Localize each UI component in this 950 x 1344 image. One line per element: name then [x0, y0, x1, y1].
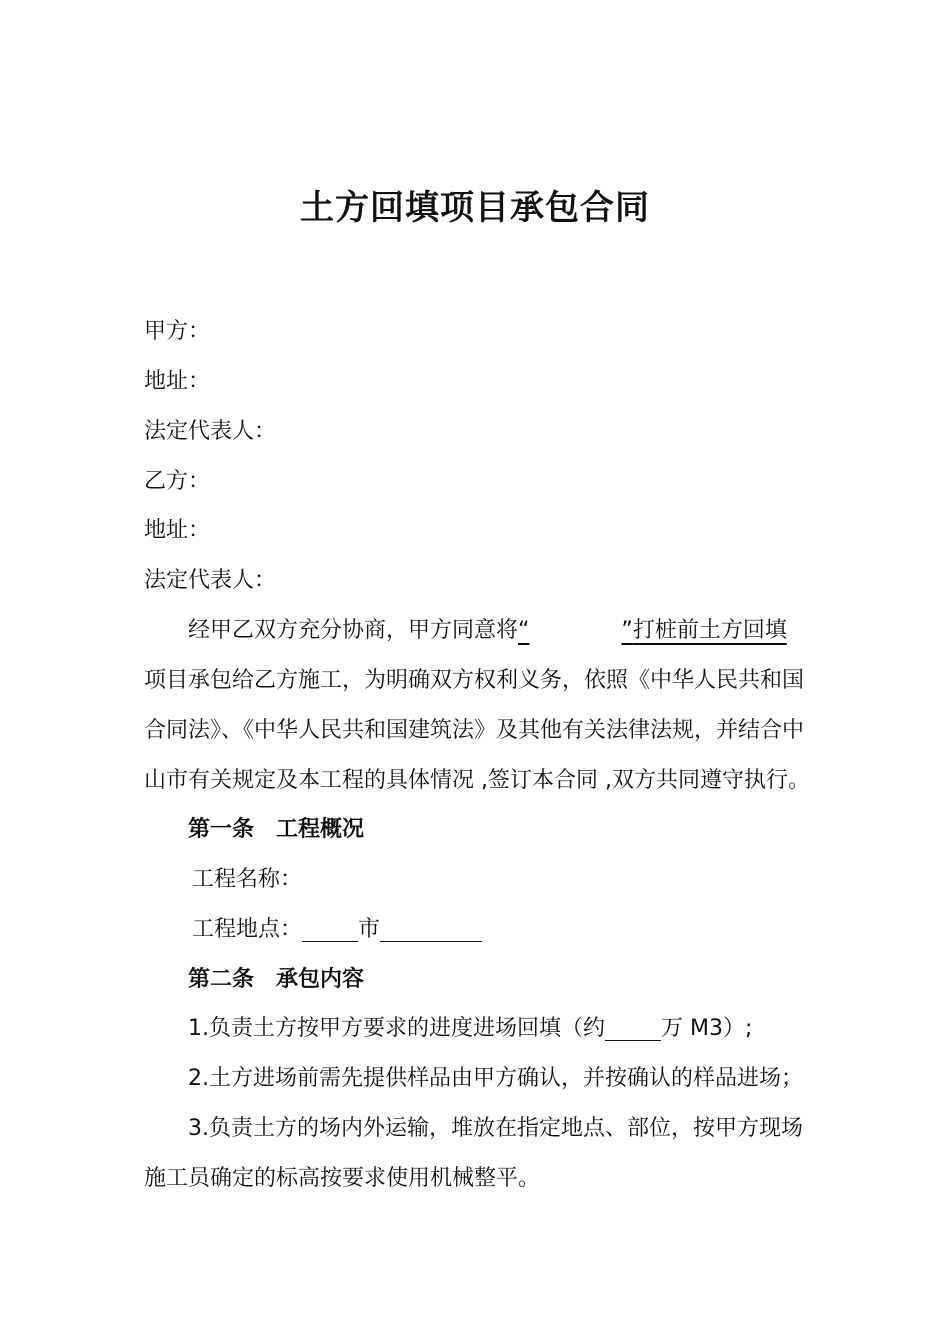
party-a-representative-label: 法定代表人： [144, 419, 277, 444]
city-label: 市 [358, 917, 381, 942]
contract-item-1-text: 1.负责土方按甲方要求的进度进场回填（约 [188, 1016, 605, 1041]
article-1-heading: 第一条 工程概况 [188, 817, 365, 842]
project-name-label: 工程名称： [192, 867, 303, 892]
project-location-line [192, 915, 482, 945]
quote-open: “ [518, 618, 530, 643]
contract-item-2: 2.土方进场前需先提供样品由甲方确认，并按确认的样品进场； [188, 1066, 803, 1091]
contract-item-1-unit: 万 M3）; [661, 1016, 753, 1041]
preamble-line-2: 项目承包给乙方施工，为明确双方权利义务，依照《中华人民共和国 [144, 668, 805, 693]
party-b-label: 乙方： [144, 469, 211, 494]
party-a-label: 甲方： [144, 319, 211, 344]
preamble-line-1-tail: 打桩前土方回填 [632, 618, 787, 643]
contract-item-1 [188, 1014, 752, 1044]
quote-close: ” [621, 618, 633, 643]
city-blank [302, 915, 358, 942]
volume-blank [605, 1014, 661, 1041]
document-title: 土方回填项目承包合同 [300, 188, 650, 228]
contract-item-3-line-2: 施工员确定的标高按要求使用机械整平。 [144, 1166, 541, 1191]
preamble-line-1 [188, 616, 787, 646]
location-blank [380, 915, 482, 942]
article-2-heading: 第二条 承包内容 [188, 967, 365, 992]
party-b-representative-label: 法定代表人： [144, 568, 277, 593]
preamble-line-3: 合同法》、《中华人民共和国建筑法》及其他有关法律法规，并结合中 [144, 718, 805, 743]
project-name-blank [518, 618, 787, 643]
party-a-address-label: 地址： [144, 369, 211, 394]
preamble-line-1-text: 经甲乙双方充分协商，甲方同意将 [188, 618, 519, 643]
preamble-line-4: 山市有关规定及本工程的具体情况 ,签订本合同 ,双方共同遵守执行。 [144, 768, 810, 793]
contract-item-3-line-1: 3.负责土方的场内外运输，堆放在指定地点、部位，按甲方现场 [188, 1116, 803, 1141]
project-location-label: 工程地点： [192, 917, 303, 942]
party-b-address-label: 地址： [144, 518, 211, 543]
